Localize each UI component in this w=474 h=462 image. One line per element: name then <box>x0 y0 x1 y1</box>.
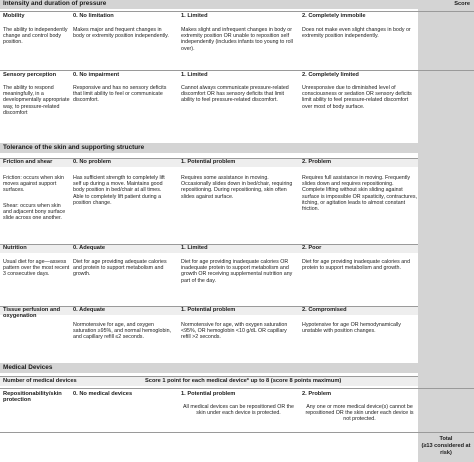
perfusion-level-1-desc: Normotensive for age, with oxygen saturation <95%, OR hemoglobin <10 g/dL OR capillary refill >2 seconds. <box>181 322 289 341</box>
friction-description-shear: Shear: occurs when skin and adjacent bony surface slide across one another. <box>3 203 67 222</box>
divider <box>0 70 474 71</box>
divider <box>0 388 474 389</box>
section-header-intensity <box>0 0 474 9</box>
total-threshold-note: (≥13 considered at risk) <box>421 443 471 456</box>
friction-level-0-desc: Has sufficient strength to completely lift self up during a move. Maintains good body position in bed/chair at all times. Able to completely lift patient during a position change. <box>73 175 167 206</box>
friction-title: Friction and shear <box>3 159 53 165</box>
mobility-level-1-title: 1. Limited <box>181 13 208 19</box>
divider <box>0 11 474 12</box>
friction-level-0-title: 0. No problem <box>73 159 111 165</box>
perfusion-level-1-title: 1. Potential problem <box>181 307 236 313</box>
nutrition-level-1-desc: Diet for age providing inadequate calories OR inadequate protein to support metabolism and growth OR receiving supplemental nutrition any part of the day. <box>181 259 294 284</box>
mobility-description: The ability to independently change and control body position. <box>3 27 69 46</box>
perfusion-title: Tissue perfusion and oxygenation <box>3 307 62 320</box>
mobility-level-0-title: 0. No limitation <box>73 13 114 19</box>
sensory-level-2-desc: Unresponsive due to diminished level of consciousness or sedation OR sensory deficits limit ability to feel pressure-related discomfort over most of body surface. <box>302 85 414 110</box>
sensory-level-0-desc: Responsive and has no sensory deficits that limit ability to feel or communicate discomfort. <box>73 85 168 104</box>
devices-number-title: Number of medical devices <box>3 378 77 384</box>
section-title: Tolerance of the skin and supporting structure <box>3 144 145 151</box>
mobility-level-0-desc: Makes major and frequent changes in body or extremity position independently. <box>73 27 169 40</box>
sensory-level-1-title: 1. Limited <box>181 72 208 78</box>
devices-number-rule: Score 1 point for each medical device* up to 8 (score 8 points maximum) <box>145 378 342 384</box>
section-title: Intensity and duration of pressure <box>3 0 107 7</box>
mobility-level-2-title: 2. Completely immobile <box>302 13 366 19</box>
nutrition-level-0-title: 0. Adequate <box>73 245 106 251</box>
friction-level-1-title: 1. Potential problem <box>181 159 236 165</box>
perfusion-level-0-desc: Normotensive for age, and oxygen saturation ≥95%, and normal hemoglobin, and capillary refill ≤2 seconds. <box>73 322 173 341</box>
mobility-level-1-desc: Makes slight and infrequent changes in body or extremity position OR unable to reposition self independently (includes infants too young to roll over). <box>181 27 295 52</box>
sensory-level-1-desc: Cannot always communicate pressure-related discomfort OR has sensory deficits that limit ability to feel pressure-related discomfort. <box>181 85 291 104</box>
score-header: Score <box>454 1 470 7</box>
nutrition-title: Nutrition <box>3 245 27 251</box>
reposition-level-0-title: 0. No medical devices <box>73 391 133 397</box>
reposition-title: Repositionability/skin protection <box>3 391 64 404</box>
nutrition-level-2-desc: Diet for age providing inadequate calories and protein to support metabolism and growth. <box>302 259 412 272</box>
friction-description-friction: Friction: occurs when skin moves against support surfaces. <box>3 175 66 194</box>
reposition-level-2-title: 2. Problem <box>302 391 332 397</box>
friction-level-1-desc: Requires some assistance in moving. Occasionally slides down in bed/chair, requiring repositioning. During repositioning, skin often slides against surface. <box>181 175 294 200</box>
reposition-level-1-desc: All medical devices can be repositioned OR the skin under each device is protected. <box>183 404 296 417</box>
perfusion-level-0-title: 0. Adequate <box>73 307 106 313</box>
sensory-level-0-title: 0. No impairment <box>73 72 120 78</box>
nutrition-level-0-desc: Diet for age providing adequate calories and protein to support metabolism and growth. <box>73 259 169 278</box>
sensory-title: Sensory perception <box>3 72 57 78</box>
reposition-level-1-title: 1. Potential problem <box>181 391 236 397</box>
sensory-level-2-title: 2. Completely limited <box>302 72 359 78</box>
section-header-tolerance <box>0 143 474 153</box>
friction-level-2-title: 2. Problem <box>302 159 332 165</box>
section-title: Medical Devices <box>3 364 53 371</box>
divider <box>0 432 474 433</box>
mobility-title: Mobility <box>3 13 25 19</box>
friction-level-2-desc: Requires full assistance in moving. Frequently slides down and requires repositioning. Complete lifting without skin sliding against surface is impossible OR spasticity, contractures, itching, or agitation leads to almost constant friction. <box>302 175 418 213</box>
nutrition-description: Usual diet for age—assess pattern over the most recent 3 consecutive days. <box>3 259 71 278</box>
total-label: Total <box>439 436 453 442</box>
perfusion-level-2-desc: Hypotensive for age OR hemodynamically unstable with position changes. <box>302 322 403 335</box>
mobility-level-2-desc: Does not make even slight changes in body or extremity position independently. <box>302 27 413 40</box>
section-header-devices <box>0 363 474 373</box>
nutrition-level-2-title: 2. Poor <box>302 245 322 251</box>
sensory-description: The ability to respond meaningfully, in a developmentally appropriate way, to pressure-related discomfort <box>3 85 72 116</box>
nutrition-level-1-title: 1. Limited <box>181 245 208 251</box>
reposition-level-2-desc: Any one or more medical device(s) cannot be repositioned OR the skin under each device is not protected. <box>305 404 416 423</box>
perfusion-level-2-title: 2. Compromised <box>302 307 347 313</box>
